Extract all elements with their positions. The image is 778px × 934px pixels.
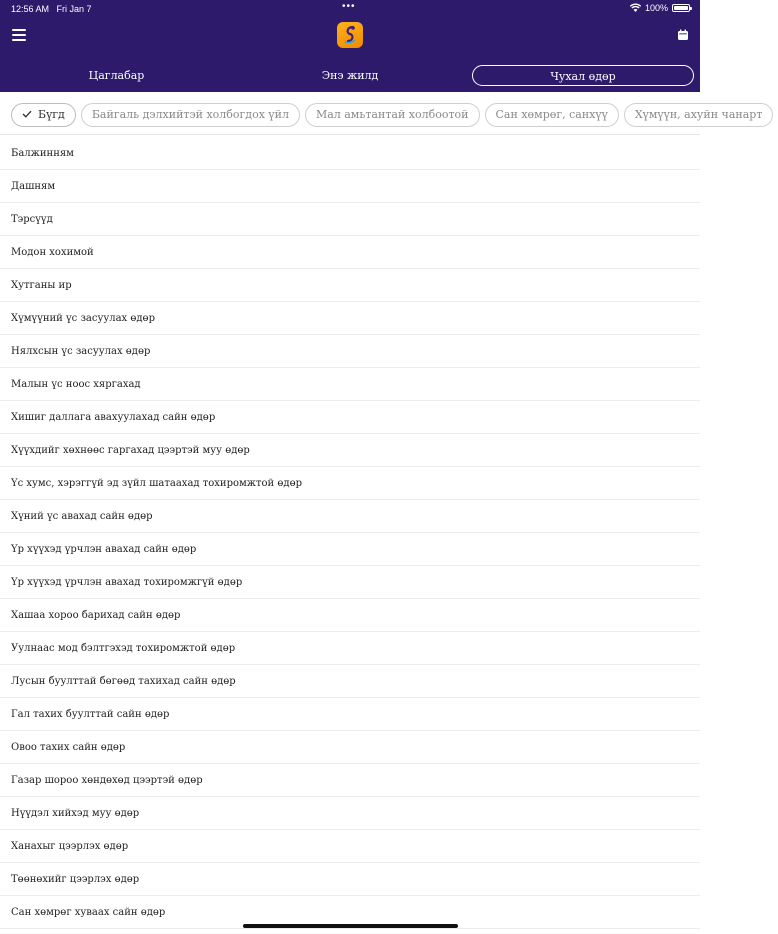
status-bar xyxy=(0,0,700,17)
list-item[interactable]: Хүмүүний үс засуулах өдөр xyxy=(0,302,700,335)
app-logo-icon xyxy=(337,22,363,48)
list-item[interactable]: Үр хүүхэд үрчлэн авахад сайн өдөр xyxy=(0,533,700,566)
tab-important-days[interactable]: Чухал өдөр xyxy=(472,65,694,86)
battery-icon xyxy=(672,4,690,12)
tab-this-year[interactable]: Энэ жилд xyxy=(321,69,379,82)
calendar-icon[interactable] xyxy=(677,29,689,41)
important-days-list xyxy=(0,137,700,929)
tab-calendar[interactable]: Цаглабар xyxy=(88,69,145,82)
list-item[interactable]: Ханахыг цээрлэх өдөр xyxy=(0,830,700,863)
list-item[interactable]: Газар шороо хөндөхөд цээртэй өдөр xyxy=(0,764,700,797)
list-item[interactable]: Хүүхдийг хөхнөөс гаргахад цээртэй муу өдөр xyxy=(0,434,700,467)
filter-chip-livestock[interactable]: Мал амьтантай холбоотой xyxy=(305,103,480,127)
status-indicators xyxy=(630,3,690,13)
filter-chip-human[interactable]: Хүмүүн, ахуйн чанарт xyxy=(624,103,774,127)
list-item[interactable]: Хутганы ир xyxy=(0,269,700,302)
hamburger-menu-icon[interactable] xyxy=(12,29,26,41)
list-item[interactable]: Хишиг даллага авахуулахад сайн өдөр xyxy=(0,401,700,434)
list-item[interactable]: Лусын буулттай бөгөөд тахихад сайн өдөр xyxy=(0,665,700,698)
list-item[interactable]: Модон хохимой xyxy=(0,236,700,269)
list-item[interactable]: Сан хөмрөг хуваах сайн өдөр xyxy=(0,896,700,929)
filter-chips xyxy=(0,96,763,135)
wifi-icon xyxy=(630,4,641,12)
list-item[interactable]: Овоо тахих сайн өдөр xyxy=(0,731,700,764)
checkmark-icon xyxy=(22,110,32,118)
list-item[interactable]: Малын үс ноос хяргахад xyxy=(0,368,700,401)
filter-chip-finance[interactable]: Сан хөмрөг, санхүү xyxy=(485,103,619,127)
list-item[interactable]: Гал тахих буулттай сайн өдөр xyxy=(0,698,700,731)
home-indicator[interactable] xyxy=(243,924,458,928)
list-item[interactable]: Тэрсүүд xyxy=(0,203,700,236)
filter-chip-all[interactable]: Бүгд xyxy=(11,103,76,127)
list-item[interactable]: Уулнаас мод бэлтгэхэд тохиромжтой өдөр xyxy=(0,632,700,665)
list-item[interactable]: Нялхсын үс засуулах өдөр xyxy=(0,335,700,368)
list-item[interactable]: Төөнөхийг цээрлэх өдөр xyxy=(0,863,700,896)
list-item[interactable]: Хүний үс авахад сайн өдөр xyxy=(0,500,700,533)
list-item[interactable]: Үс хумс, хэрэггүй эд зүйл шатаахад тохиромжтой өдөр xyxy=(0,467,700,500)
list-item[interactable]: Үр хүүхэд үрчлэн авахад тохиромжгүй өдөр xyxy=(0,566,700,599)
list-item[interactable]: Балжинням xyxy=(0,137,700,170)
top-bar xyxy=(0,0,700,92)
list-item[interactable]: Нүүдэл хийхэд муу өдөр xyxy=(0,797,700,830)
battery-percentage: 100% xyxy=(644,3,668,13)
multitasking-dots-icon[interactable]: ••• xyxy=(342,1,356,12)
filter-chip-nature[interactable]: Байгаль дэлхийтэй холбогдох үйл xyxy=(81,103,300,127)
list-item[interactable]: Хашаа хороо барихад сайн өдөр xyxy=(0,599,700,632)
list-item[interactable]: Дашням xyxy=(0,170,700,203)
tab-bar xyxy=(0,62,700,88)
status-time: 12:56 AM Fri Jan 7 xyxy=(11,4,92,14)
